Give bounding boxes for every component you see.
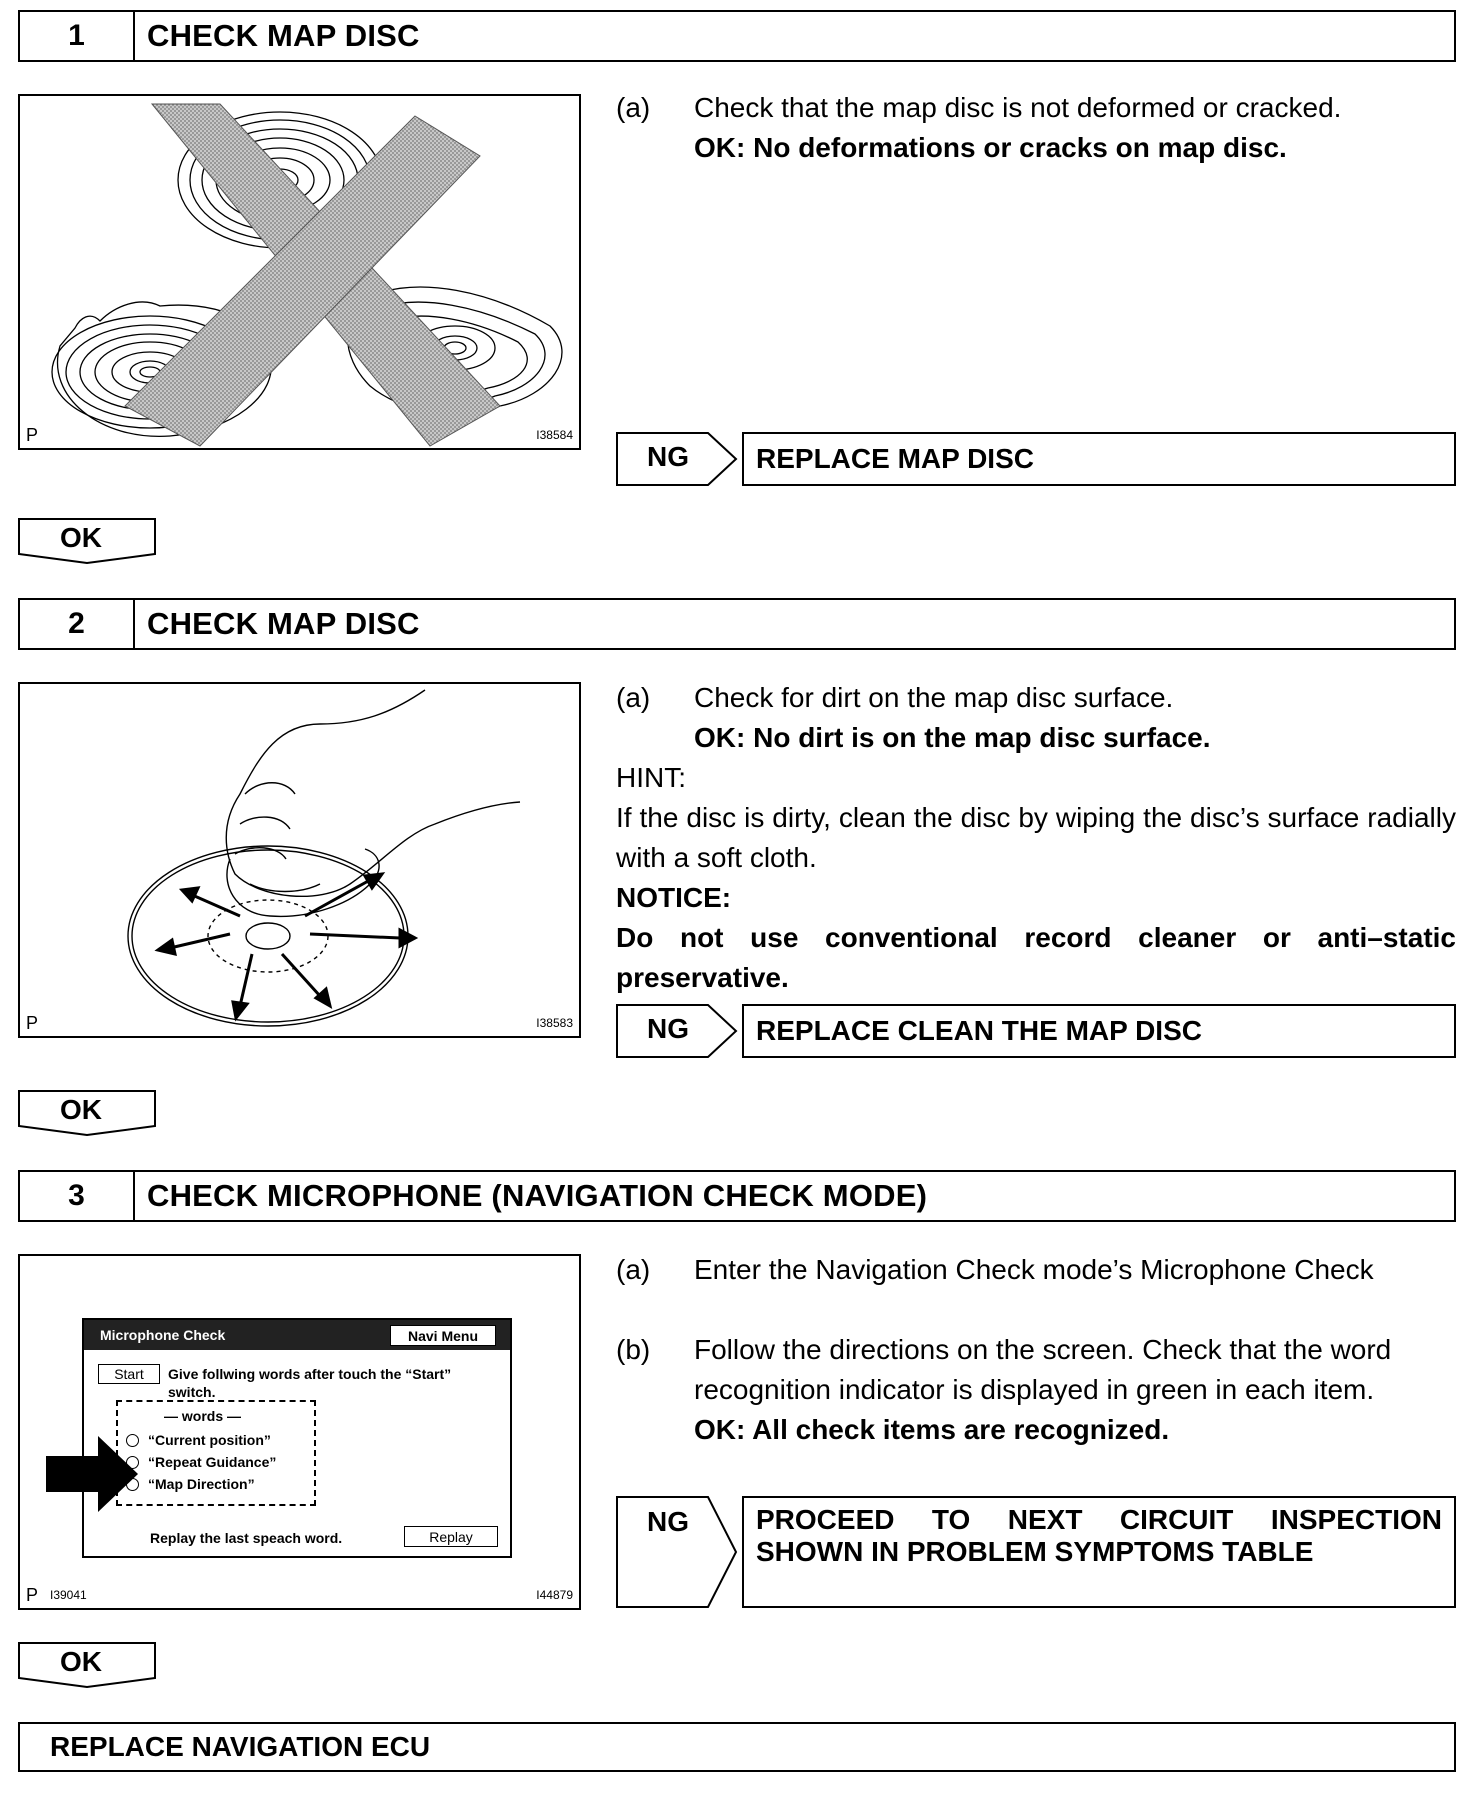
- step-3-ng-action-line1: PROCEED TO NEXT CIRCUIT INSPECTION: [756, 1504, 1442, 1535]
- replay-label: Replay: [429, 1528, 473, 1545]
- step-2-ng-label: NG: [647, 1013, 689, 1044]
- step-2-title: CHECK MAP DISC: [147, 606, 420, 641]
- step-3-ok-text: OK: All check items are recognized.: [694, 1414, 1170, 1445]
- step-1-instruction: [616, 88, 1456, 168]
- pointer-arrow-icon: [46, 1434, 166, 1514]
- step-2-notice-label: NOTICE:: [616, 882, 732, 913]
- step-3-a-label: (a): [616, 1254, 651, 1285]
- navi-menu-button[interactable]: [390, 1325, 496, 1346]
- step-3-figure-code: I44879: [536, 1588, 573, 1602]
- step-1-ng-action-text: REPLACE MAP DISC: [756, 443, 1034, 474]
- mic-check-title: Microphone Check: [100, 1327, 226, 1343]
- step-3-b-text: Follow the directions on the screen. Check that the word recognition indicator is displayed in green in each item.: [694, 1334, 1392, 1405]
- step-3-instruction: [616, 1250, 1456, 1450]
- step-1-figure-code: I38584: [536, 428, 573, 442]
- step-3-a-text: Enter the Navigation Check mode’s Microphone Check: [694, 1254, 1374, 1285]
- step-1-ok-text: OK: No deformations or cracks on map disc.: [694, 132, 1287, 163]
- navi-menu-label: Navi Menu: [407, 1327, 478, 1344]
- wiping-disc-illustration: [20, 684, 579, 1036]
- word-3: “Map Direction”: [148, 1476, 255, 1492]
- final-action-text: REPLACE NAVIGATION ECU: [50, 1731, 431, 1762]
- step-2-notice-text: Do not use conventional record cleaner or anti–static preservative.: [616, 922, 1456, 993]
- word-2: “Repeat Guidance”: [148, 1454, 277, 1470]
- step-2-ng-action: [742, 1004, 1456, 1058]
- step-2-a-label: (a): [616, 682, 651, 713]
- mic-instruction-line2: switch.: [168, 1384, 216, 1400]
- step-1-ok-tab: OK: [60, 522, 102, 553]
- final-action-box: [18, 1722, 1456, 1772]
- step-2-figure-code: I38583: [536, 1016, 573, 1030]
- step-2-a-text: Check for dirt on the map disc surface.: [694, 682, 1174, 713]
- step-3-title: CHECK MICROPHONE (NAVIGATION CHECK MODE): [147, 1178, 928, 1213]
- step-3-ng-action-line2: SHOWN IN PROBLEM SYMPTOMS TABLE: [756, 1536, 1314, 1567]
- step-1-number: 1: [20, 12, 135, 60]
- step-1-a-text: Check that the map disc is not deformed or cracked.: [694, 92, 1342, 123]
- step-3-number: 3: [20, 1172, 135, 1220]
- step-3-b-label: (b): [616, 1334, 651, 1365]
- step-2-hint-text: If the disc is dirty, clean the disc by wiping the disc’s surface radially with a soft cloth.: [616, 802, 1456, 873]
- step-2-hint-label: HINT:: [616, 762, 686, 793]
- step-1-figure: [18, 94, 581, 450]
- replay-button[interactable]: [404, 1526, 498, 1547]
- step-3-ok-tab: OK: [60, 1646, 102, 1677]
- step-3-figure: [18, 1254, 581, 1610]
- step-1-ng-label: NG: [647, 441, 689, 472]
- deformed-disc-illustration: [20, 96, 579, 448]
- start-button[interactable]: [98, 1364, 160, 1384]
- step-2-number: 2: [20, 600, 135, 648]
- step-3-ng-action: [742, 1496, 1456, 1608]
- step-2-instruction: [616, 678, 1456, 998]
- step-2-ok-tab: OK: [60, 1094, 102, 1125]
- step-2-figure-p: P: [26, 1013, 39, 1033]
- mic-instruction-line1: Give follwing words after touch the “Start”: [168, 1366, 452, 1382]
- step-2-ok-text: OK: No dirt is on the map disc surface.: [694, 722, 1211, 753]
- step-1-a-label: (a): [616, 92, 651, 123]
- step-3-figure-subcode: I39041: [50, 1588, 87, 1602]
- start-label: Start: [114, 1366, 144, 1382]
- step-2-ng-action-text: REPLACE CLEAN THE MAP DISC: [756, 1015, 1202, 1046]
- step-3-figure-p: P: [26, 1585, 39, 1605]
- step-2-figure: [18, 682, 581, 1038]
- word-1: “Current position”: [148, 1432, 271, 1448]
- step-3-header: [18, 1170, 1456, 1222]
- step-1-figure-p: P: [26, 425, 39, 445]
- step-1-header: [18, 10, 1456, 62]
- step-1-ng-action: [742, 432, 1456, 486]
- step-3-ng-label: NG: [647, 1506, 689, 1537]
- words-label: — words —: [164, 1408, 242, 1424]
- step-2-header: [18, 598, 1456, 650]
- replay-text: Replay the last speach word.: [150, 1530, 343, 1546]
- step-1-title: CHECK MAP DISC: [147, 18, 420, 53]
